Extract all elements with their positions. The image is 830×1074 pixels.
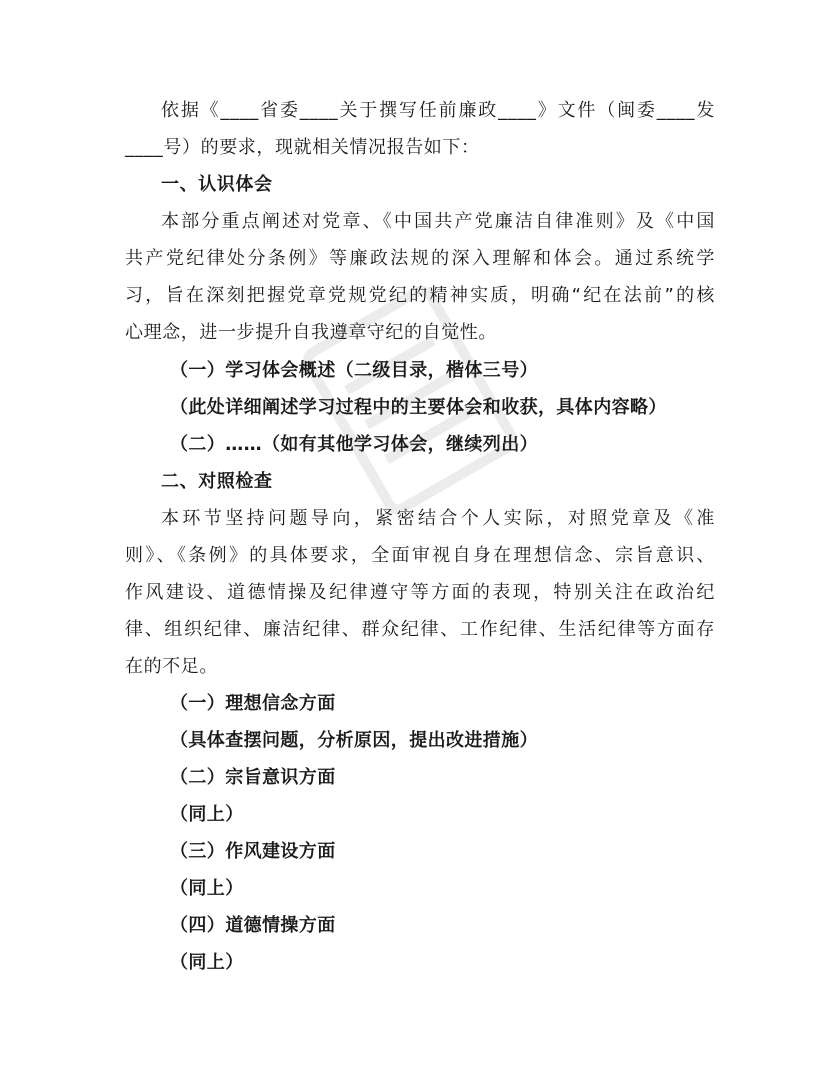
section1-heading: 一、认识体会 [161, 174, 273, 195]
section2-para-line-5: 在的不足。 [125, 656, 218, 677]
section2-para-line-1: 本环节坚持问题导向，紧密结合个人实际，对照党章及《准 [161, 508, 715, 529]
section2-para-line-3: 作风建设、道德情操及纪律遵守等方面的表现，特别关注在政治纪 [125, 582, 715, 603]
section2-item-3-title: （三）作风建设方面 [170, 841, 336, 862]
section1-para-line-4: 心理念，进一步提升自我遵章守纪的自觉性。 [125, 322, 497, 343]
section1-subheading-1: （一）学习体会概述（二级目录，楷体三号） [170, 360, 538, 381]
section1-para-line-2: 共产党纪律处分条例》等廉政法规的深入理解和体会。通过系统学 [125, 248, 715, 269]
section2-item-4-title: （四）道德情操方面 [170, 915, 336, 936]
section2-item-1-detail: （具体查摆问题，分析原因，提出改进措施） [170, 730, 538, 751]
section2-para-line-2: 则》、《条例》的具体要求，全面审视自身在理想信念、宗旨意识、 [125, 545, 715, 566]
section2-heading: 二、对照检查 [161, 471, 273, 492]
section2-item-2-title: （二）宗旨意识方面 [170, 767, 336, 788]
section2-para-line-4: 律、组织纪律、廉洁纪律、群众纪律、工作纪律、生活纪律等方面存 [125, 619, 715, 640]
section2-item-2-detail: （同上） [170, 804, 244, 825]
intro-line-2: ____号）的要求，现就相关情况报告如下： [125, 137, 480, 158]
section2-item-1-title: （一）理想信念方面 [170, 693, 336, 714]
section2-item-3-detail: （同上） [170, 878, 244, 899]
section1-para-line-3: 习，旨在深刻把握党章党规党纪的精神实质，明确“纪在法前”的核 [125, 285, 715, 306]
section1-para-line-1: 本部分重点阐述对党章、《中国共产党廉洁自律准则》及《中国 [161, 211, 715, 232]
section1-subheading-1-detail: （此处详细阐述学习过程中的主要体会和收获，具体内容略） [170, 397, 667, 418]
section1-subheading-2: （二）……（如有其他学习体会，继续列出） [170, 434, 538, 455]
intro-line-1: 依据《____省委____关于撰写任前廉政____》文件（闽委____发 [161, 100, 715, 121]
section2-item-4-detail: （同上） [170, 952, 244, 973]
